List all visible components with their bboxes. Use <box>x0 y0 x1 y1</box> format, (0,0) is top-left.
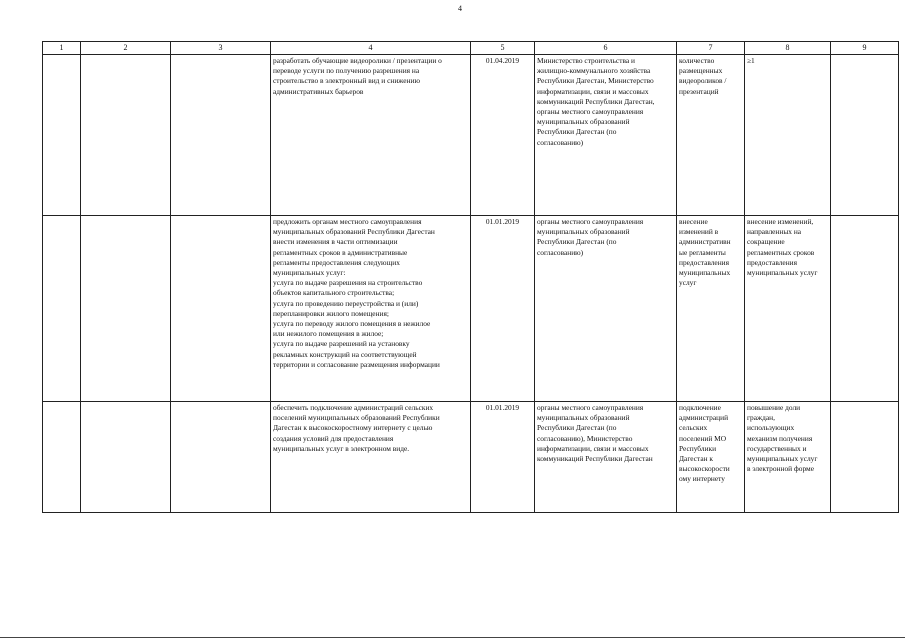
cell-indicator: внесение изменений в административн ые регламенты предоставления муниципальных услуг <box>677 216 745 402</box>
table-row <box>43 216 899 402</box>
table-header-row <box>43 42 899 55</box>
cell-col1 <box>43 55 81 216</box>
column-number-header: 9 <box>831 42 899 55</box>
cell-responsible: органы местного самоуправления муниципальных образований Республики Дагестан (по согласованию), Министерство информатизации, связи и массовых коммуникаций Республики Дагестан <box>535 402 677 513</box>
cell-date: 01.01.2019 <box>471 216 535 402</box>
column-number-header: 8 <box>745 42 831 55</box>
cell-date: 01.04.2019 <box>471 55 535 216</box>
column-number-header: 2 <box>81 42 171 55</box>
cell-measure: предложить органам местного самоуправления муниципальных образований Республики Дагестан внести изменения в части оптимизации регламентных сроков в административные регламенты предоставления следующих муниципальных услуг: услуга по выдаче разрешения на строительство объектов капитального строительства; услуга по проведению переустройства и (или) перепланировки жилого помещения; услуга по переводу жилого помещения в нежилое или нежилого помещения в жилое; услуга по выдаче разрешений на установку рекламных конструкций на соответствующей территории и согласование размещения информации <box>271 216 471 402</box>
table-row <box>43 55 899 216</box>
cell-col3 <box>171 55 271 216</box>
cell-col2 <box>81 216 171 402</box>
cell-date: 01.01.2019 <box>471 402 535 513</box>
column-number-header: 4 <box>271 42 471 55</box>
table-row <box>43 402 899 513</box>
cell-col3 <box>171 216 271 402</box>
column-number-header: 6 <box>535 42 677 55</box>
scan-edge-line <box>0 637 905 638</box>
cell-indicator: подключение администраций сельских поселений МО Республики Дагестан к высокоскорости ому интернету <box>677 402 745 513</box>
cell-col9 <box>831 216 899 402</box>
cell-col3 <box>171 402 271 513</box>
cell-target: ≥1 <box>745 55 831 216</box>
column-number-header: 1 <box>43 42 81 55</box>
cell-col1 <box>43 402 81 513</box>
cell-col2 <box>81 55 171 216</box>
cell-indicator: количество размещенных видеороликов / презентаций <box>677 55 745 216</box>
cell-measure: обеспечить подключение администраций сельских поселений муниципальных образований Республики Дагестан к высокоскоростному интернету с целью создания условий для предоставления муниципальных услуг в электронном виде. <box>271 402 471 513</box>
column-number-header: 3 <box>171 42 271 55</box>
cell-col9 <box>831 402 899 513</box>
cell-measure: разработать обучающие видеоролики / презентации о переводе услуги по получению разрешения на строительство в электронный вид и снижению административных барьеров <box>271 55 471 216</box>
cell-col9 <box>831 55 899 216</box>
cell-col1 <box>43 216 81 402</box>
cell-responsible: органы местного самоуправления муниципальных образований Республики Дагестан (по согласованию) <box>535 216 677 402</box>
column-number-header: 7 <box>677 42 745 55</box>
measures-table <box>42 41 899 513</box>
cell-responsible: Министерство строительства и жилищно-коммунального хозяйства Республики Дагестан, Министерство информатизации, связи и массовых коммуникаций Республики Дагестан, органы местного самоуправления муниципальных образований Республики Дагестан (по согласованию) <box>535 55 677 216</box>
page-number: 4 <box>458 4 462 13</box>
cell-target: повышение доли граждан, использующих механизм получения государственных и муниципальных услуг в электронной форме <box>745 402 831 513</box>
cell-col2 <box>81 402 171 513</box>
column-number-header: 5 <box>471 42 535 55</box>
cell-target: внесение изменений, направленных на сокращение регламентных сроков предоставления муниципальных услуг <box>745 216 831 402</box>
